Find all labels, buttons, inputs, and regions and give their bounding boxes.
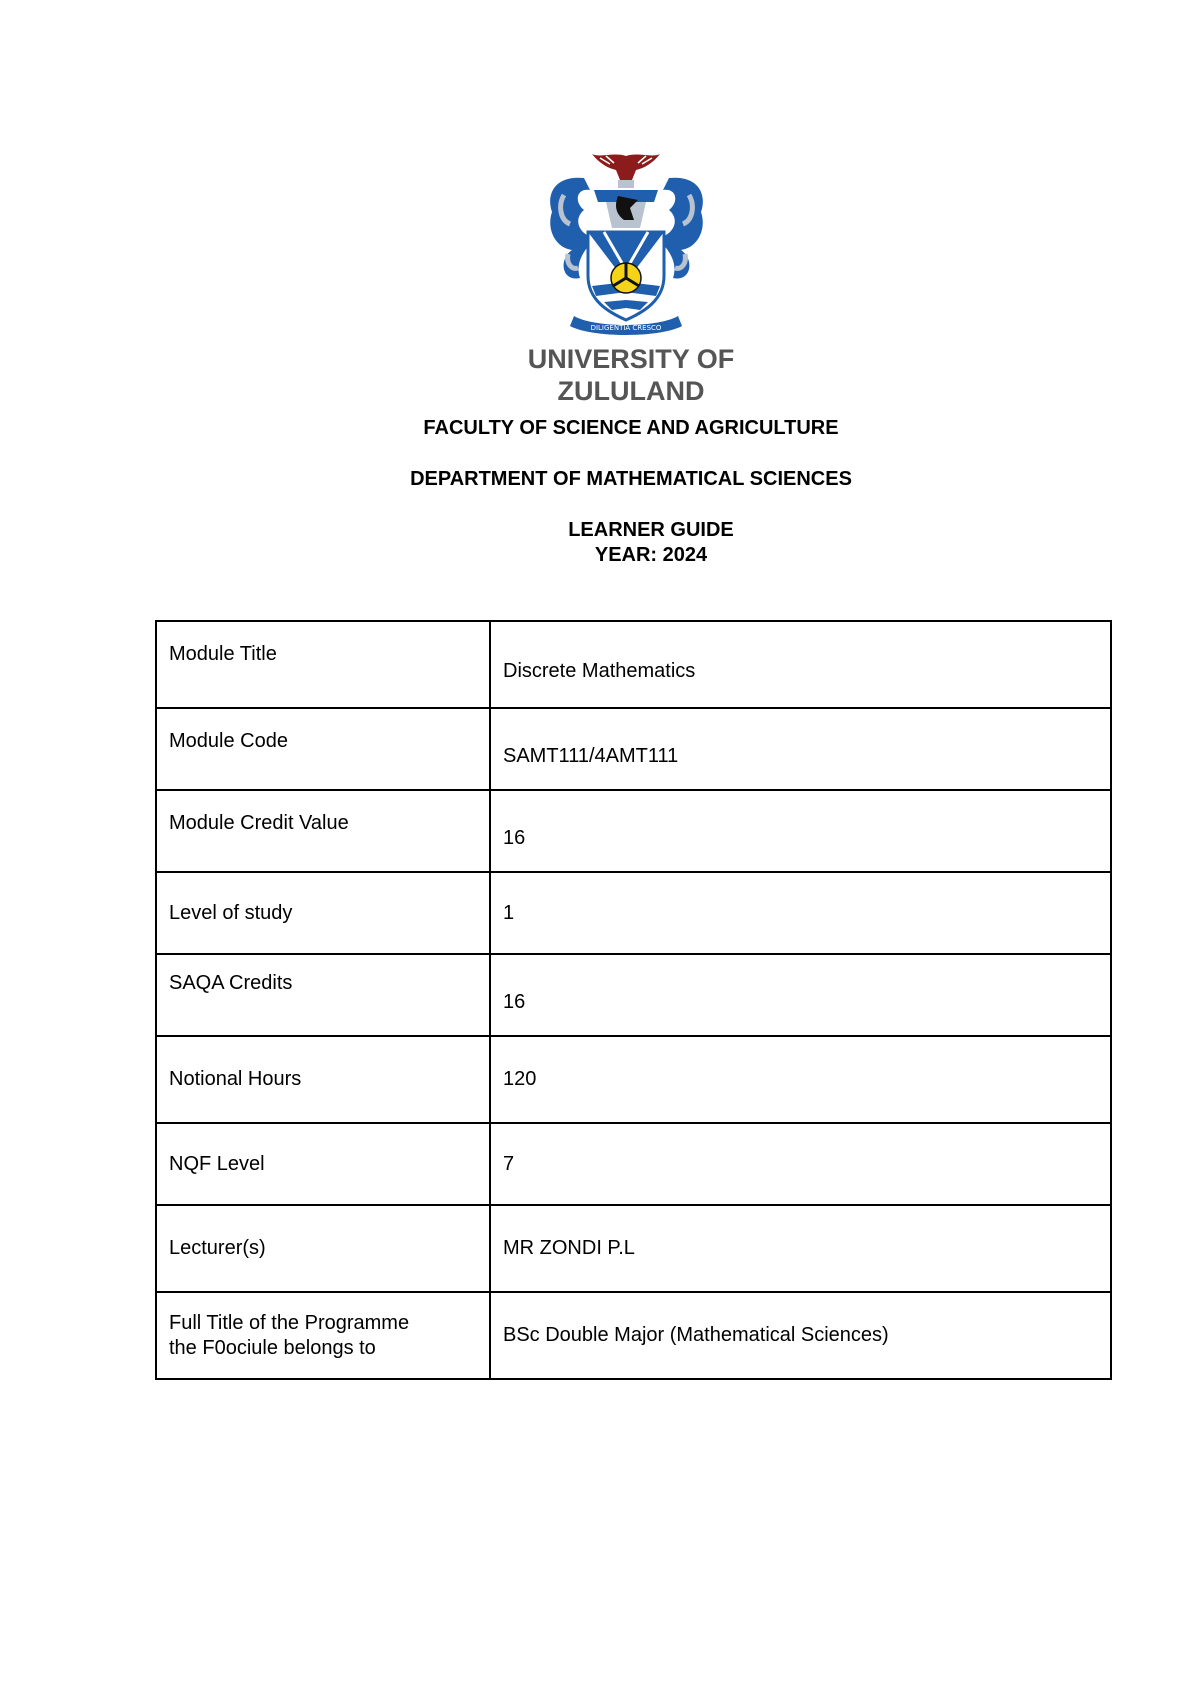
table-row: [156, 1123, 1111, 1205]
row-label: Module Code: [156, 708, 490, 790]
row-value: 16: [490, 790, 1111, 872]
department-heading: DEPARTMENT OF MATHEMATICAL SCIENCES: [410, 468, 852, 490]
row-value: BSc Double Major (Mathematical Sciences): [490, 1292, 1111, 1379]
row-label: Module Credit Value: [156, 790, 490, 872]
row-label: Lecturer(s): [156, 1205, 490, 1292]
table-row: [156, 621, 1111, 708]
table-row: [156, 1205, 1111, 1292]
row-label: Notional Hours: [156, 1036, 490, 1123]
row-value: 16: [490, 954, 1111, 1036]
row-label: SAQA Credits: [156, 954, 490, 1036]
year-heading: YEAR: 2024: [594, 544, 708, 566]
row-value: 120: [490, 1036, 1111, 1123]
table-row: [156, 1292, 1111, 1379]
table-row: [156, 954, 1111, 1036]
row-value: 7: [490, 1123, 1111, 1205]
row-value: SAMT111/4AMT111: [490, 708, 1111, 790]
row-label-line1: Full Title of the Programme: [169, 1311, 410, 1334]
module-info-table: [155, 620, 1112, 1380]
row-value: Discrete Mathematics: [490, 621, 1111, 708]
university-name-line1: UNIVERSITY OF: [527, 344, 735, 374]
row-value: 1: [490, 872, 1111, 954]
table-row: [156, 872, 1111, 954]
row-label: Level of study: [156, 872, 490, 954]
faculty-heading: FACULTY OF SCIENCE AND AGRICULTURE: [423, 417, 839, 439]
row-value: MR ZONDI P.L: [490, 1205, 1111, 1292]
row-label: NQF Level: [156, 1123, 490, 1205]
row-label-line2: the F0ociule belongs to: [169, 1336, 376, 1359]
crest-motto: DILIGENTIA CRESCO: [590, 324, 662, 332]
university-crest-logo: [544, 150, 709, 340]
row-label: [156, 1292, 490, 1379]
guide-heading: LEARNER GUIDE: [568, 519, 734, 541]
row-label: Module Title: [156, 621, 490, 708]
university-name-line2: ZULULAND: [557, 376, 705, 406]
university-name: [0, 343, 1200, 407]
table-row: [156, 708, 1111, 790]
table-row: [156, 1036, 1111, 1123]
table-row: [156, 790, 1111, 872]
